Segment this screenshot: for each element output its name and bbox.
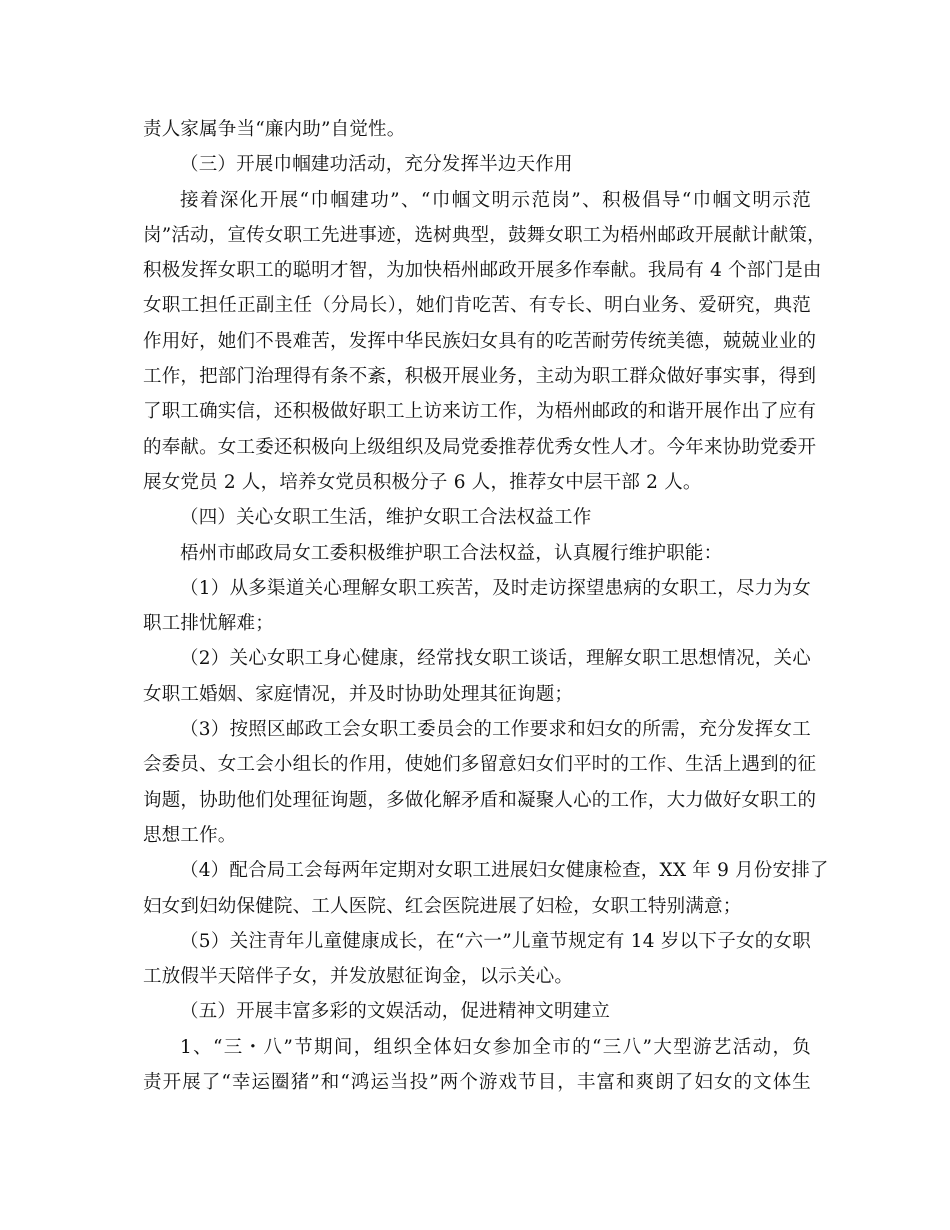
document-line: 岗”活动，宣传女职工先进事迹，选树典型，鼓舞女职工为梧州邮政开展献计献策， [143,224,826,246]
document-line: 妇女到妇幼保健院、工人医院、红会医院进展了妇检，女职工特别满意； [143,895,742,917]
document-line: 作用好，她们不畏难苦，发挥中华民族妇女具有的吃苦耐劳传统美德，兢兢业业的 [143,330,817,352]
document-line: 工作，把部门治理得有条不紊，积极开展业务，主动为职工群众做好事实事，得到 [143,366,817,388]
document-line: 女职工婚姻、家庭情况，并及时协助处理其征询题； [143,683,574,705]
document-line: 询题，协助他们处理征询题，多做化解矛盾和凝聚人心的工作，大力做好女职工的 [143,789,817,811]
document-line: 展女党员 2 人，培养女党员积极分子 6 人，推荐女中层干部 2 人。 [143,471,702,493]
document-line: （三）开展巾帼建功活动，充分发挥半边天作用 [180,154,573,176]
document-line: 1、“三・八”节期间，组织全体妇女参加全市的“三八”大型游艺活动，负 [180,1036,811,1058]
document-line: 责开展了“幸运圈猪”和“鸿运当投”两个游戏节目，丰富和爽朗了妇女的文体生 [143,1072,811,1094]
document-line: （5）关注青年儿童健康成长，在“六一”儿童节规定有 14 岁以下子女的女职 [180,930,811,952]
document-line: （4）配合局工会每两年定期对女职工进展妇女健康检查，XX 年 9 月份安排了 [180,860,829,882]
document-line: 梧州市邮政局女工委积极维护职工合法权益，认真履行维护职能： [180,542,723,564]
document-line: （四）关心女职工生活，维护女职工合法权益工作 [180,507,592,529]
document-line: 思想工作。 [143,824,237,846]
document-line: （1）从多渠道关心理解女职工疾苦，及时走访探望患病的女职工，尽力为女 [180,577,811,599]
document-line: （2）关心女职工身心健康，经常找女职工谈话，理解女职工思想情况，关心 [180,648,811,670]
document-line: 职工排忧解难； [143,613,274,635]
document-line: 责人家属争当“廉内助”自觉性。 [143,119,406,140]
document-line: 会委员、女工会小组长的作用，使她们多留意妇女们平时的工作、生活上遇到的征 [143,754,817,776]
document-line: （五）开展丰富多彩的文娱活动，促进精神文明建立 [180,1001,611,1023]
document-line: 积极发挥女职工的聪明才智，为加快梧州邮政开展多作奉献。我局有 4 个部门是由 [143,260,822,282]
document-line: 接着深化开展“巾帼建功”、“巾帼文明示范岗”、积极倡导“巾帼文明示范 [180,189,811,211]
document-body [143,112,829,1100]
document-line: 了职工确实信，还积极做好职工上访来访工作，为梧州邮政的和谐开展作出了应有 [143,401,817,423]
document-line: 的奉献。女工委还积极向上级组织及局党委推荐优秀女性人才。今年来协助党委开 [143,436,817,458]
document-line: 女职工担任正副主任（分局长），她们肯吃苦、有专长、明白业务、爱研究，典范 [143,295,811,317]
document-line: （3）按照区邮政工会女职工委员会的工作要求和妇女的所需，充分发挥女工 [180,719,811,741]
document-line: 工放假半天陪伴子女，并发放慰征询金，以示关心。 [143,966,574,988]
